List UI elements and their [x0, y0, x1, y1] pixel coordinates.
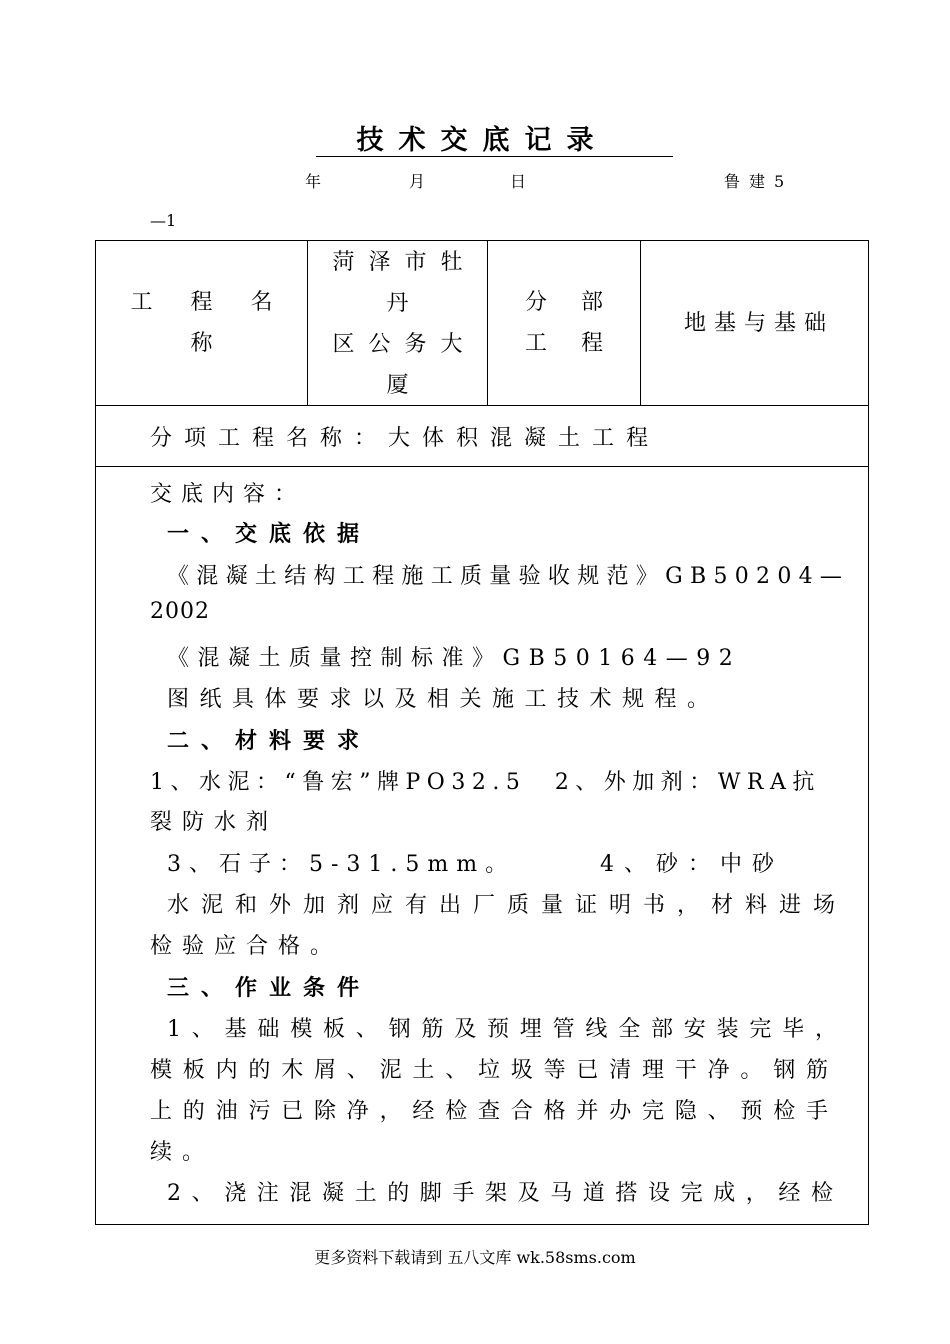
project-name-label-line: 工 程 名	[130, 290, 281, 315]
project-name-value-line: 厦	[386, 373, 423, 398]
doc-code: 鲁建5	[724, 172, 794, 191]
content-line: 2002	[150, 599, 210, 624]
project-name-value-line: 区公务大	[332, 332, 477, 357]
division-label-line: 分 部	[524, 290, 609, 315]
project-name-value-line: 菏泽市牡	[332, 250, 477, 275]
year-label: 年	[305, 172, 322, 191]
content-line: 3、石子：5-31.5mm。	[167, 852, 516, 877]
content-line: 检验应合格。	[150, 934, 343, 959]
division-label	[488, 282, 640, 364]
content-line: 模板内的木屑、泥土、垃圾等已清理干净。钢筋	[150, 1058, 839, 1083]
content-line: 上的油污已除净，经检查合格并办完隐、预检手	[150, 1099, 839, 1124]
project-name-label	[96, 282, 307, 364]
document-title: 技术交底记录	[356, 125, 609, 156]
content-line: 2、浇注混凝土的脚手架及马道搭设完成，经检	[167, 1181, 844, 1206]
content-line: 1、基础模板、钢筋及预埋管线全部安装完毕，	[167, 1017, 848, 1042]
subitem-name: 分项工程名称：大体积混凝土工程	[150, 426, 661, 451]
project-name-value	[308, 242, 487, 406]
title-underline	[316, 156, 673, 157]
division-label-line: 工 程	[524, 331, 609, 356]
content-line: 图纸具体要求以及相关施工技术规程。	[167, 687, 720, 712]
content-line: 水泥和外加剂应有出厂质量证明书，材料进场	[167, 893, 848, 918]
project-name-label-line: 称	[190, 331, 221, 356]
project-name-value-line: 丹	[386, 291, 423, 316]
section-heading: 一、交底依据	[167, 521, 372, 547]
content-line: 1、水泥：“鲁宏”牌PO32.5 2、外加剂：WRA抗	[150, 770, 821, 795]
section-heading: 三、作业条件	[167, 975, 372, 1001]
content-line: 4、砂：中砂	[600, 852, 784, 877]
content-line: 《混凝土质量控制标准》GB50164—92	[167, 646, 742, 671]
content-label: 交底内容：	[150, 482, 306, 507]
day-label: 日	[510, 172, 527, 191]
division-value: 地基与基础	[683, 311, 834, 336]
content-line: 续。	[150, 1140, 215, 1165]
content-line: 裂防水剂	[150, 810, 279, 835]
sheet-number: —1	[150, 211, 177, 230]
table-divider	[95, 466, 869, 467]
footer-link[interactable]: 更多资料下载请到 五八文库 wk.58sms.com	[314, 1248, 636, 1267]
section-heading: 二、材料要求	[167, 728, 372, 754]
content-line: 《混凝土结构工程施工质量验收规范》GB50204—	[167, 564, 850, 589]
month-label: 月	[409, 172, 426, 191]
